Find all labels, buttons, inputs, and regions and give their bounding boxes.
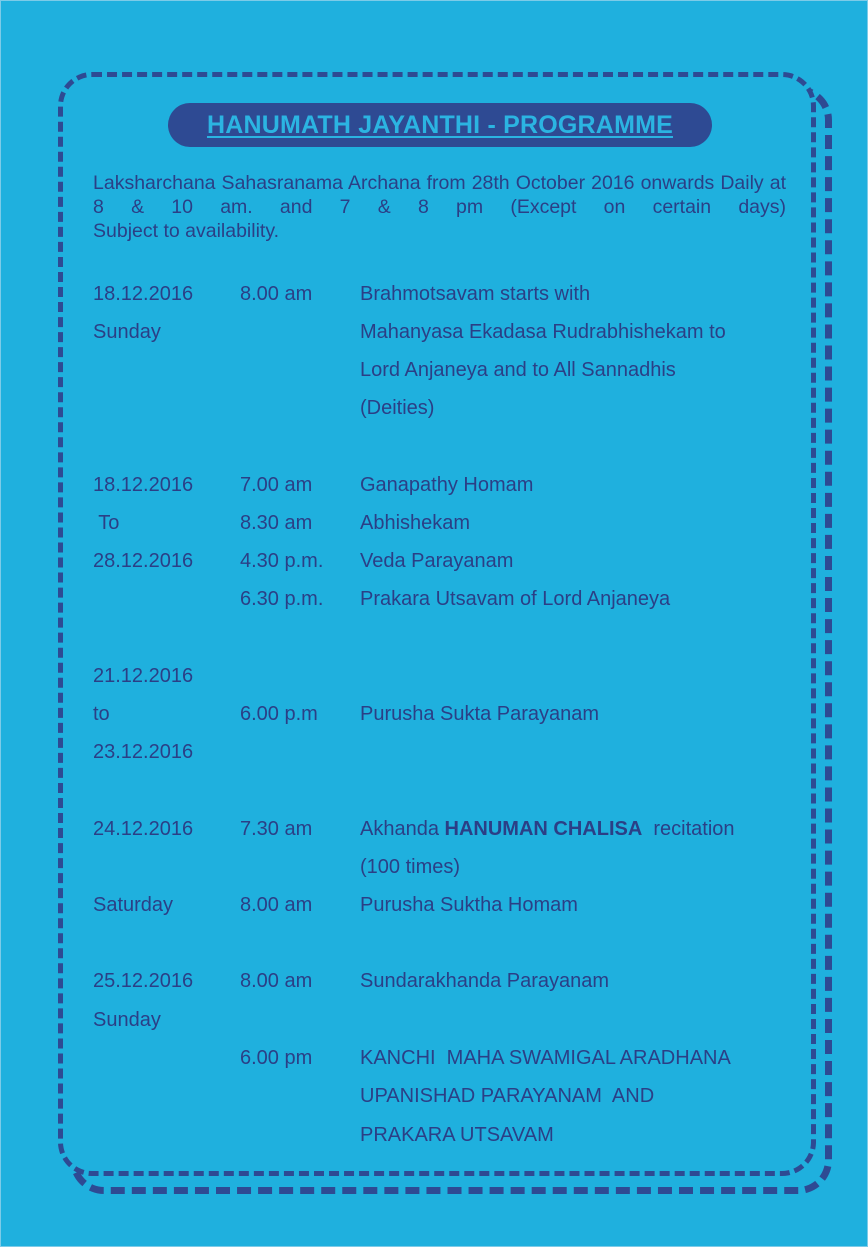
row-event: Abhishekam	[360, 512, 471, 534]
row-event: UPANISHAD PARAYANAM AND	[360, 1085, 655, 1107]
row-time: 8.00 am	[240, 970, 313, 992]
intro-line-1: Laksharchana Sahasranama Archana from 28th October 2016	[93, 172, 635, 194]
row-event: PRAKARA UTSAVAM	[360, 1124, 554, 1146]
row-event: Prakara Utsavam of Lord Anjaneya	[360, 588, 671, 610]
row-time: 7.30 am	[240, 818, 313, 840]
event-text: Akhanda	[360, 818, 445, 840]
row-date: 18.12.2016	[93, 474, 194, 496]
row-time: 8.30 am	[240, 512, 313, 534]
row-event: (Deities)	[360, 397, 435, 419]
row-date: 18.12.2016	[93, 283, 194, 305]
row-event: Ganapathy Homam	[360, 474, 534, 496]
event-highlight: HANUMAN CHALISA	[444, 818, 643, 840]
title-banner	[168, 103, 712, 147]
row-event	[360, 810, 735, 848]
row-time: 4.30 p.m.	[240, 550, 324, 572]
row-time: 8.00 am	[240, 894, 313, 916]
row-event: (100 times)	[360, 856, 461, 878]
row-time: 8.00 am	[240, 283, 313, 305]
intro-line-3: Subject to availability.	[93, 220, 280, 242]
row-event: Veda Parayanam	[360, 550, 514, 572]
page-title: HANUMATH JAYANTHI - PROGRAMME	[206, 110, 673, 139]
row-date: 28.12.2016	[93, 550, 194, 572]
event-text: recitation	[642, 818, 735, 840]
row-event: Purusha Sukta Parayanam	[360, 703, 600, 725]
row-event: Purusha Suktha Homam	[360, 894, 578, 916]
row-date: to	[93, 703, 110, 725]
row-date: To	[93, 512, 120, 534]
row-date: Sunday	[93, 1009, 161, 1031]
row-time: 6.00 pm	[240, 1047, 313, 1069]
row-event: Sundarakhanda Parayanam	[360, 970, 610, 992]
row-event: KANCHI MAHA SWAMIGAL ARADHANA	[360, 1047, 731, 1069]
row-date: Sunday	[93, 321, 161, 343]
row-event: Mahanyasa Ekadasa Rudrabhishekam to	[360, 321, 726, 343]
row-date: 24.12.2016	[93, 818, 194, 840]
row-event: Lord Anjaneya and to All Sannadhis	[360, 359, 676, 381]
row-event: Brahmotsavam starts with	[360, 283, 591, 305]
row-date: Saturday	[93, 894, 174, 916]
row-date: 25.12.2016	[93, 970, 194, 992]
row-date: 21.12.2016	[93, 665, 194, 687]
row-date: 23.12.2016	[93, 741, 194, 763]
intro-line-2: onwards Daily at 8 & 10 am. and 7 & 8 pm (Except on certain days)	[93, 172, 787, 218]
row-time: 7.00 am	[240, 474, 313, 496]
row-time: 6.30 p.m.	[240, 588, 324, 610]
row-time: 6.00 p.m	[240, 703, 318, 725]
intro-paragraph	[93, 171, 786, 243]
